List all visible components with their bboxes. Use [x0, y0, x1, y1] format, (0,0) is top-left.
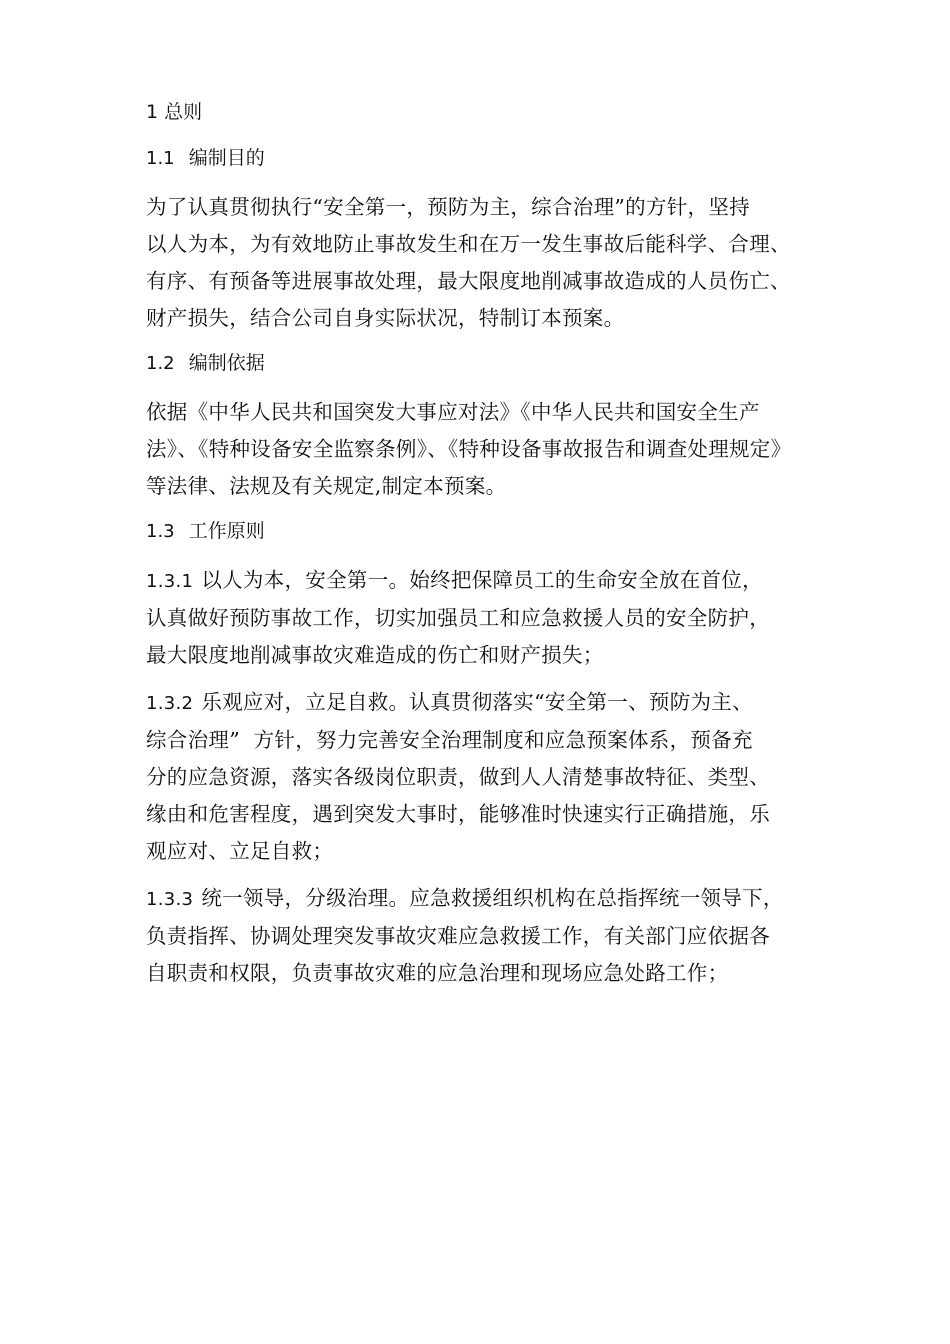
paragraph-1-3-2 — [146, 684, 826, 870]
clause-text: 统一领导，分级治理。应急救援组织机构在总指挥统一领导下， — [201, 886, 784, 910]
text-line: 法》、《特种设备安全监察条例》、《特种设备事故报告和调查处理规定》 — [146, 437, 792, 461]
text-line: 最大限度地削减事故灾难造成的伤亡和财产损失； — [146, 643, 604, 667]
section-number: 1.3 — [146, 521, 175, 542]
text-line: 有序、有预备等进展事故处理，最大限度地削减事故造成的人员伤亡、 — [146, 269, 791, 293]
text-line: 综合治理” 方针，努力完善安全治理制度和应急预案体系，预备充 — [146, 728, 753, 752]
text-line: 财产损失，结合公司自身实际状况，特制订本预案。 — [146, 306, 625, 330]
text-line — [146, 562, 826, 600]
paragraph-basis — [146, 394, 826, 505]
text-line: 缘由和危害程度，遇到突发大事时，能够准时快速实行正确措施，乐 — [146, 802, 770, 826]
clause-number: 1.3.1 — [146, 571, 194, 592]
text-line: 自职责和权限，负责事故灾难的应急治理和现场应急处路工作； — [146, 961, 729, 985]
text-line: 依据《中华人民共和国突发大事应对法》《中华人民共和国安全生产 — [146, 400, 760, 424]
text-line: 负责指挥、协调处理突发事故灾难应急救援工作，有关部门应依据各 — [146, 924, 770, 948]
heading-1: 1 总则 — [146, 101, 203, 123]
section-title: 编制依据 — [188, 352, 265, 374]
text-line: 为了认真贯彻执行“安全第一，预防为主，综合治理”的方针，坚持 — [146, 195, 750, 219]
clause-text: 乐观应对，立足自救。认真贯彻落实“安全第一、预防为主、 — [201, 690, 753, 714]
text-line — [146, 880, 826, 918]
text-line: 等法律、法规及有关规定,制定本预案。 — [146, 474, 507, 498]
text-line: 以人为本，为有效地防止事故发生和在万一发生事故后能科学、合理、 — [146, 232, 791, 256]
clause-text: 以人为本，安全第一。始终把保障员工的生命安全放在首位， — [201, 568, 763, 592]
clause-number: 1.3.3 — [146, 889, 194, 910]
text-line: 分的应急资源，落实各级岗位职责，做到人人清楚事故特征、类型、 — [146, 765, 770, 789]
clause-number: 1.3.2 — [146, 693, 194, 714]
section-number: 1.2 — [146, 353, 175, 374]
heading-1-3 — [146, 519, 826, 544]
paragraph-purpose — [146, 189, 826, 337]
section-title: 工作原则 — [188, 520, 265, 542]
section-title: 编制目的 — [188, 147, 265, 169]
text-line: 认真做好预防事故工作，切实加强员工和应急救援人员的安全防护， — [146, 606, 770, 630]
text-line — [146, 684, 826, 722]
paragraph-1-3-3 — [146, 880, 826, 992]
heading-1-1 — [146, 146, 826, 171]
heading-1-2 — [146, 351, 826, 376]
document-page — [146, 100, 826, 1006]
text-line: 观应对、立足自救； — [146, 839, 334, 863]
section-number: 1.1 — [146, 148, 175, 169]
paragraph-1-3-1 — [146, 562, 826, 674]
